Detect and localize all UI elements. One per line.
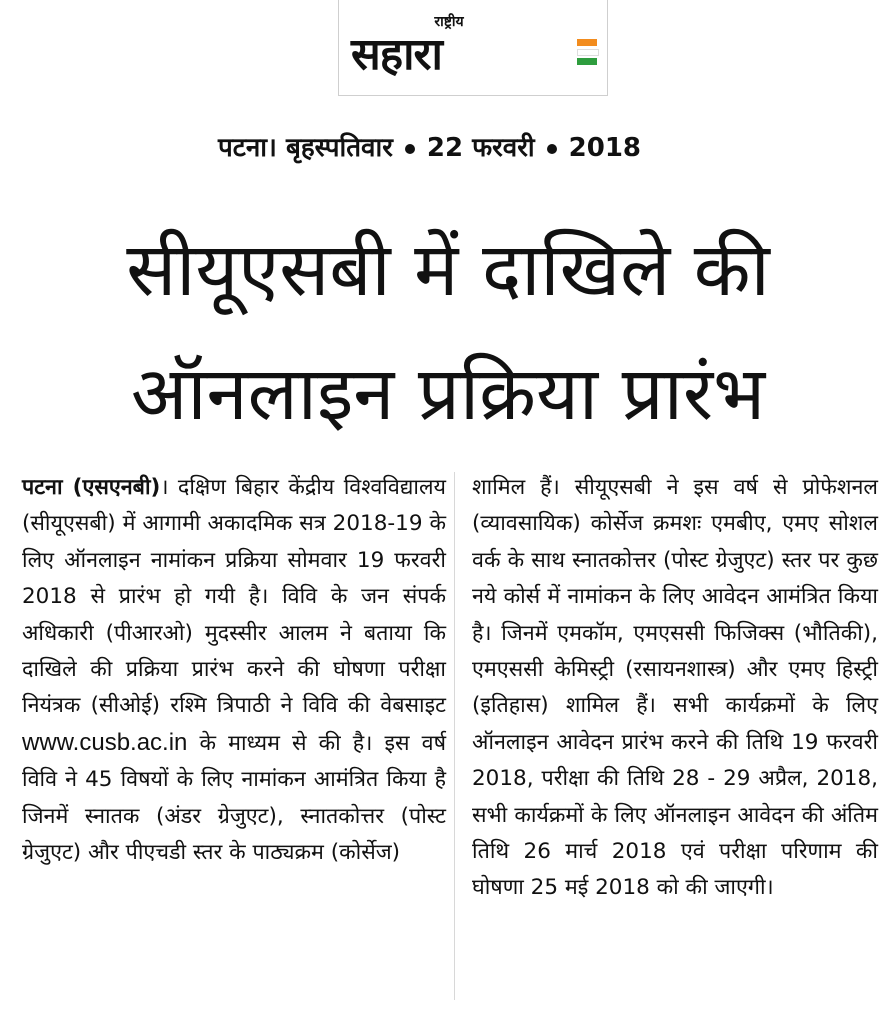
- website-url: www.cusb.ac.in: [22, 728, 188, 756]
- dateline-day: बृहस्पतिवार: [285, 133, 393, 163]
- article-body-part-2: के माध्यम से की है। इस वर्ष विवि ने 45 विषयों के लिए नामांकन आमंत्रित किया है जिनमें स्नातक (अंडर ग्रेजुएट), स्नातकोत्तर (पोस्ट ग्रेजुएट) और पीएचडी स्तर के पाठ्यक्रम (कोर्सेज): [22, 730, 446, 866]
- dateline-separator: ।: [267, 133, 277, 163]
- bullet-icon: [547, 144, 557, 154]
- article-column-left: [22, 470, 446, 871]
- flag-green-stripe: [577, 58, 597, 65]
- bullet-icon: [405, 144, 415, 154]
- article-column-right: [472, 470, 878, 907]
- article-dateline: पटना (एसएनबी): [22, 475, 161, 500]
- flag-saffron-stripe: [577, 39, 597, 46]
- article-body-part-3: शामिल हैं। सीयूएसबी ने इस वर्ष से प्रोफेशनल (व्यावसायिक) कोर्सेज क्रमशः एमबीए, एमए सोशल वर्क के साथ स्नातकोत्तर (पोस्ट ग्रेजुएट) स्तर पर कुछ नये कोर्स में नामांकन के लिए आवेदन आमंत्रित किया है। जिनमें एमकॉम, एमएससी फिजिक्स (भौतिकी), एमएससी केमिस्ट्री (रसायनशास्त्र) और एमए हिस्ट्री (इतिहास) शामिल हैं। सभी कार्यक्रमों के लिए ऑनलाइन आवेदन प्रारंभ करने की तिथि 19 फरवरी 2018, परीक्षा की तिथि 28 - 29 अप्रैल, 2018, सभी कार्यक्रमों के लिए ऑनलाइन आवेदन की अंतिम तिथि 26 मार्च 2018 एवं परीक्षा परिणाम की घोषणा 25 मई 2018 को की जाएगी।: [472, 475, 878, 901]
- edition-dateline: [218, 128, 641, 164]
- headline-line-1: सीयूएसबी में दाखिले की: [126, 227, 770, 313]
- masthead-tagline: राष्ट्रीय: [434, 14, 464, 30]
- article-body-part-1: । दक्षिण बिहार केंद्रीय विश्वविद्यालय (सीयूएसबी) में आगामी अकादमिक सत्र 2018-19 के लिए ऑनलाइन नामांकन प्रक्रिया सोमवार 19 फरवरी 2018 से प्रारंभ हो गयी है। विवि के जन संपर्क अधिकारी (पीआरओ) मुदस्सीर आलम ने बताया कि दाखिले की प्रक्रिया प्रारंभ करने की घोषणा परीक्षा नियंत्रक (सीओई) रश्मि त्रिपाठी ने विवि की वेबसाइट: [22, 475, 446, 719]
- masthead-logo-text: सहारा: [351, 29, 442, 80]
- headline-line-2: ऑनलाइन प्रक्रिया प्रारंभ: [130, 351, 766, 437]
- dateline-city: पटना: [218, 133, 268, 163]
- dateline-date: 22 फरवरी: [426, 133, 535, 163]
- column-divider: [454, 472, 455, 1000]
- article-headline: [20, 208, 876, 456]
- flag-white-stripe: [577, 49, 599, 56]
- dateline-year: 2018: [568, 133, 642, 163]
- newspaper-masthead: [338, 0, 608, 96]
